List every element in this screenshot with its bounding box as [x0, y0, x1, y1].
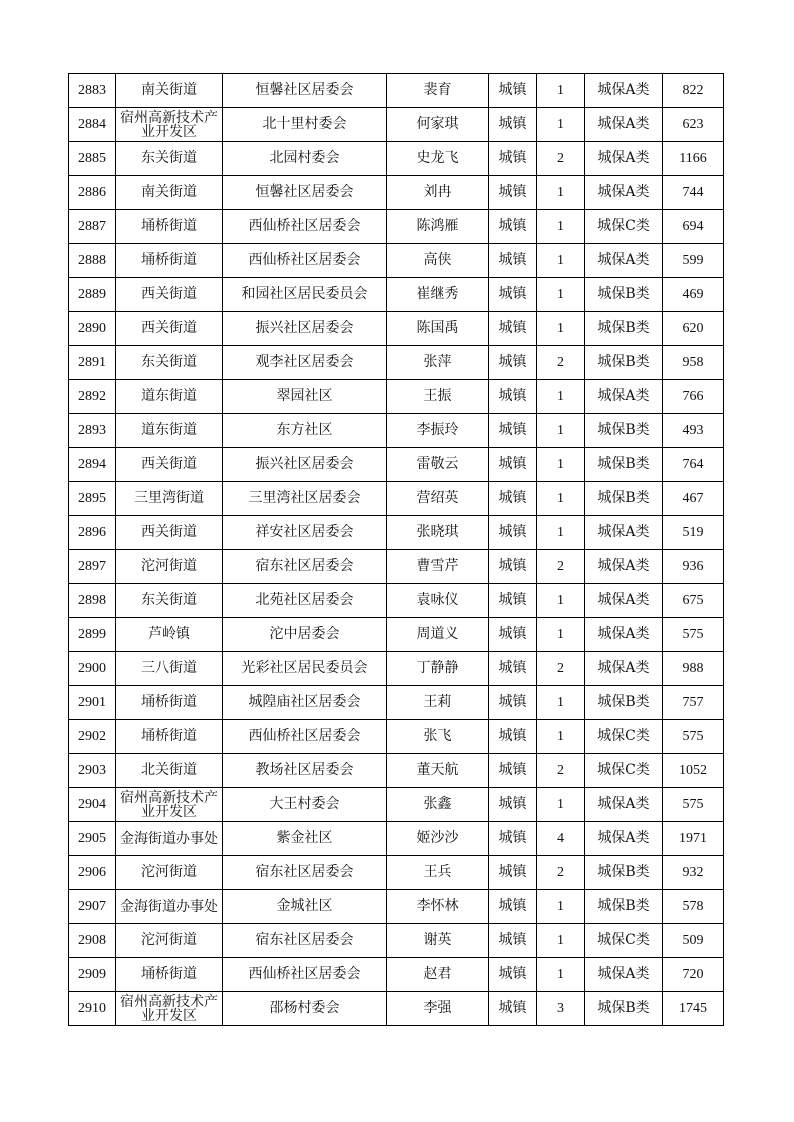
cell-committee: 西仙桥社区居委会: [223, 720, 387, 754]
cell-street: 埇桥街道: [116, 244, 223, 278]
cell-committee: 三里湾社区居委会: [223, 482, 387, 516]
cell-category: 城保A类: [585, 788, 663, 822]
cell-name: 陈鸿雁: [387, 210, 489, 244]
cell-committee: 恒馨社区居委会: [223, 74, 387, 108]
cell-name: 史龙飞: [387, 142, 489, 176]
cell-people: 1: [537, 380, 585, 414]
cell-street: 北关街道: [116, 754, 223, 788]
cell-category: 城保A类: [585, 822, 663, 856]
cell-category: 城保B类: [585, 278, 663, 312]
cell-amount: 988: [663, 652, 724, 686]
cell-category: 城保B类: [585, 482, 663, 516]
cell-street: 东关街道: [116, 346, 223, 380]
cell-amount: 575: [663, 788, 724, 822]
cell-name: 裴育: [387, 74, 489, 108]
cell-category: 城保B类: [585, 312, 663, 346]
cell-people: 1: [537, 244, 585, 278]
cell-area: 城镇: [489, 550, 537, 584]
table-row: [69, 176, 724, 210]
cell-id: 2900: [69, 652, 116, 686]
table-row: [69, 788, 724, 822]
cell-name: 王兵: [387, 856, 489, 890]
cell-id: 2904: [69, 788, 116, 822]
cell-name: 王莉: [387, 686, 489, 720]
cell-committee: 宿东社区居委会: [223, 856, 387, 890]
cell-people: 1: [537, 958, 585, 992]
beneficiary-table: [68, 73, 724, 1026]
cell-id: 2893: [69, 414, 116, 448]
table-row: [69, 312, 724, 346]
cell-area: 城镇: [489, 176, 537, 210]
cell-name: 崔继秀: [387, 278, 489, 312]
table-row: [69, 550, 724, 584]
cell-area: 城镇: [489, 686, 537, 720]
cell-area: 城镇: [489, 244, 537, 278]
cell-name: 刘冉: [387, 176, 489, 210]
cell-street: [116, 108, 223, 142]
cell-street: 东关街道: [116, 142, 223, 176]
cell-area: 城镇: [489, 754, 537, 788]
cell-id: 2890: [69, 312, 116, 346]
table-row: [69, 992, 724, 1026]
cell-id: 2883: [69, 74, 116, 108]
cell-people: 1: [537, 890, 585, 924]
cell-area: 城镇: [489, 788, 537, 822]
cell-area: 城镇: [489, 278, 537, 312]
cell-amount: 720: [663, 958, 724, 992]
cell-people: 1: [537, 584, 585, 618]
table-row: [69, 720, 724, 754]
cell-area: 城镇: [489, 482, 537, 516]
cell-id: 2903: [69, 754, 116, 788]
cell-street: 埇桥街道: [116, 210, 223, 244]
cell-area: 城镇: [489, 890, 537, 924]
cell-street: 埇桥街道: [116, 958, 223, 992]
cell-id: 2897: [69, 550, 116, 584]
cell-committee: 沱中居委会: [223, 618, 387, 652]
cell-street-text: 宿州高新技术产业开发区: [120, 789, 218, 820]
cell-amount: 599: [663, 244, 724, 278]
cell-name: 雷敬云: [387, 448, 489, 482]
cell-street: 沱河街道: [116, 550, 223, 584]
cell-area: 城镇: [489, 516, 537, 550]
cell-committee: 西仙桥社区居委会: [223, 958, 387, 992]
cell-committee: 北十里村委会: [223, 108, 387, 142]
cell-id: 2888: [69, 244, 116, 278]
cell-street: [116, 992, 223, 1026]
cell-area: 城镇: [489, 108, 537, 142]
cell-category: 城保C类: [585, 720, 663, 754]
cell-id: 2885: [69, 142, 116, 176]
cell-name: 周道义: [387, 618, 489, 652]
cell-id: 2895: [69, 482, 116, 516]
cell-committee: 金城社区: [223, 890, 387, 924]
cell-area: 城镇: [489, 924, 537, 958]
cell-amount: 958: [663, 346, 724, 380]
cell-committee: 祥安社区居委会: [223, 516, 387, 550]
cell-committee: 光彩社区居民委员会: [223, 652, 387, 686]
cell-id: 2884: [69, 108, 116, 142]
cell-street: 道东街道: [116, 380, 223, 414]
cell-street: 南关街道: [116, 176, 223, 210]
cell-people: 2: [537, 550, 585, 584]
cell-street: 西关街道: [116, 448, 223, 482]
table-row: [69, 584, 724, 618]
cell-id: 2892: [69, 380, 116, 414]
cell-people: 4: [537, 822, 585, 856]
cell-amount: 744: [663, 176, 724, 210]
cell-id: 2907: [69, 890, 116, 924]
cell-committee: 东方社区: [223, 414, 387, 448]
table-row: [69, 74, 724, 108]
cell-amount: 575: [663, 720, 724, 754]
cell-category: 城保B类: [585, 346, 663, 380]
cell-id: 2894: [69, 448, 116, 482]
cell-people: 1: [537, 278, 585, 312]
cell-area: 城镇: [489, 312, 537, 346]
cell-category: 城保A类: [585, 380, 663, 414]
cell-people: 2: [537, 346, 585, 380]
cell-people: 1: [537, 108, 585, 142]
cell-category: 城保B类: [585, 890, 663, 924]
table-row: [69, 142, 724, 176]
cell-people: 1: [537, 414, 585, 448]
cell-street: 三里湾街道: [116, 482, 223, 516]
cell-committee: 恒馨社区居委会: [223, 176, 387, 210]
cell-people: 2: [537, 652, 585, 686]
cell-amount: 509: [663, 924, 724, 958]
cell-committee: 宿东社区居委会: [223, 550, 387, 584]
cell-amount: 1166: [663, 142, 724, 176]
cell-area: 城镇: [489, 720, 537, 754]
cell-id: 2902: [69, 720, 116, 754]
cell-id: 2908: [69, 924, 116, 958]
table-row: [69, 686, 724, 720]
cell-street: 沱河街道: [116, 924, 223, 958]
table-row: [69, 414, 724, 448]
cell-street: 东关街道: [116, 584, 223, 618]
cell-street: [116, 890, 223, 924]
cell-area: 城镇: [489, 584, 537, 618]
cell-street: 南关街道: [116, 74, 223, 108]
table-row: [69, 618, 724, 652]
table-row: [69, 652, 724, 686]
cell-name: 袁咏仪: [387, 584, 489, 618]
cell-id: 2889: [69, 278, 116, 312]
cell-amount: 694: [663, 210, 724, 244]
cell-id: 2910: [69, 992, 116, 1026]
cell-amount: 1971: [663, 822, 724, 856]
cell-area: 城镇: [489, 652, 537, 686]
cell-area: 城镇: [489, 448, 537, 482]
cell-name: 谢英: [387, 924, 489, 958]
table-row: [69, 210, 724, 244]
cell-name: 高侠: [387, 244, 489, 278]
table-row: [69, 958, 724, 992]
cell-committee: 翠园社区: [223, 380, 387, 414]
cell-name: 陈国禹: [387, 312, 489, 346]
cell-name: 张萍: [387, 346, 489, 380]
cell-amount: 519: [663, 516, 724, 550]
cell-category: 城保A类: [585, 958, 663, 992]
cell-category: 城保B类: [585, 992, 663, 1026]
cell-people: 1: [537, 686, 585, 720]
cell-committee: 教场社区居委会: [223, 754, 387, 788]
cell-id: 2886: [69, 176, 116, 210]
cell-name: 董天航: [387, 754, 489, 788]
cell-category: 城保A类: [585, 74, 663, 108]
table-row: [69, 346, 724, 380]
cell-people: 1: [537, 448, 585, 482]
cell-committee: 振兴社区居委会: [223, 448, 387, 482]
cell-committee: 北园村委会: [223, 142, 387, 176]
cell-people: 1: [537, 210, 585, 244]
cell-name: 姬沙沙: [387, 822, 489, 856]
cell-category: 城保A类: [585, 584, 663, 618]
cell-area: 城镇: [489, 958, 537, 992]
cell-street: 道东街道: [116, 414, 223, 448]
cell-name: 张鑫: [387, 788, 489, 822]
cell-area: 城镇: [489, 618, 537, 652]
cell-street: [116, 788, 223, 822]
cell-people: 1: [537, 720, 585, 754]
cell-id: 2906: [69, 856, 116, 890]
cell-amount: 578: [663, 890, 724, 924]
cell-people: 1: [537, 482, 585, 516]
cell-people: 3: [537, 992, 585, 1026]
cell-people: 1: [537, 312, 585, 346]
cell-committee: 西仙桥社区居委会: [223, 210, 387, 244]
cell-committee: 邵杨村委会: [223, 992, 387, 1026]
cell-category: 城保A类: [585, 652, 663, 686]
table-row: [69, 278, 724, 312]
cell-category: 城保A类: [585, 550, 663, 584]
cell-people: 1: [537, 618, 585, 652]
table-row: [69, 516, 724, 550]
table-row: [69, 482, 724, 516]
cell-people: 1: [537, 924, 585, 958]
cell-amount: 766: [663, 380, 724, 414]
cell-committee: 紫金社区: [223, 822, 387, 856]
cell-name: 李强: [387, 992, 489, 1026]
cell-amount: 936: [663, 550, 724, 584]
cell-category: 城保B类: [585, 414, 663, 448]
cell-area: 城镇: [489, 380, 537, 414]
cell-category: 城保A类: [585, 244, 663, 278]
cell-amount: 623: [663, 108, 724, 142]
cell-amount: 822: [663, 74, 724, 108]
cell-id: 2898: [69, 584, 116, 618]
cell-people: 1: [537, 176, 585, 210]
cell-street: 三八街道: [116, 652, 223, 686]
table-row: [69, 822, 724, 856]
table-row: [69, 856, 724, 890]
cell-id: 2896: [69, 516, 116, 550]
cell-area: 城镇: [489, 74, 537, 108]
cell-committee: 观李社区居委会: [223, 346, 387, 380]
table-row: [69, 754, 724, 788]
cell-area: 城镇: [489, 992, 537, 1026]
cell-amount: 1745: [663, 992, 724, 1026]
cell-category: 城保C类: [585, 754, 663, 788]
cell-committee: 北苑社区居委会: [223, 584, 387, 618]
cell-committee: 城隍庙社区居委会: [223, 686, 387, 720]
cell-id: 2899: [69, 618, 116, 652]
cell-street-text: 金海街道办事处: [120, 898, 218, 915]
table-row: [69, 890, 724, 924]
cell-id: 2905: [69, 822, 116, 856]
cell-committee: 西仙桥社区居委会: [223, 244, 387, 278]
cell-category: 城保B类: [585, 856, 663, 890]
cell-category: 城保A类: [585, 108, 663, 142]
cell-name: 曹雪芹: [387, 550, 489, 584]
cell-people: 2: [537, 754, 585, 788]
cell-category: 城保A类: [585, 618, 663, 652]
cell-category: 城保B类: [585, 686, 663, 720]
cell-street: 埇桥街道: [116, 720, 223, 754]
cell-id: 2891: [69, 346, 116, 380]
cell-street: 芦岭镇: [116, 618, 223, 652]
cell-committee: 宿东社区居委会: [223, 924, 387, 958]
table-body: [69, 74, 724, 1026]
cell-amount: 575: [663, 618, 724, 652]
cell-id: 2909: [69, 958, 116, 992]
cell-area: 城镇: [489, 822, 537, 856]
cell-street: 西关街道: [116, 278, 223, 312]
cell-category: 城保C类: [585, 924, 663, 958]
cell-street-text: 宿州高新技术产业开发区: [120, 109, 218, 140]
cell-area: 城镇: [489, 210, 537, 244]
cell-amount: 493: [663, 414, 724, 448]
cell-id: 2887: [69, 210, 116, 244]
cell-area: 城镇: [489, 142, 537, 176]
cell-amount: 1052: [663, 754, 724, 788]
cell-id: 2901: [69, 686, 116, 720]
cell-committee: 大王村委会: [223, 788, 387, 822]
cell-name: 营绍英: [387, 482, 489, 516]
cell-category: 城保A类: [585, 176, 663, 210]
table-row: [69, 448, 724, 482]
table-row: [69, 108, 724, 142]
cell-people: 2: [537, 856, 585, 890]
cell-street: 埇桥街道: [116, 686, 223, 720]
cell-street: 沱河街道: [116, 856, 223, 890]
cell-committee: 和园社区居民委员会: [223, 278, 387, 312]
cell-area: 城镇: [489, 856, 537, 890]
cell-area: 城镇: [489, 414, 537, 448]
cell-amount: 467: [663, 482, 724, 516]
cell-amount: 620: [663, 312, 724, 346]
cell-name: 丁静静: [387, 652, 489, 686]
cell-amount: 932: [663, 856, 724, 890]
cell-name: 王振: [387, 380, 489, 414]
cell-amount: 757: [663, 686, 724, 720]
cell-category: 城保C类: [585, 210, 663, 244]
cell-name: 李怀林: [387, 890, 489, 924]
cell-people: 1: [537, 788, 585, 822]
table-row: [69, 924, 724, 958]
cell-category: 城保B类: [585, 448, 663, 482]
cell-street: 西关街道: [116, 312, 223, 346]
cell-area: 城镇: [489, 346, 537, 380]
cell-street: [116, 822, 223, 856]
cell-street-text: 宿州高新技术产业开发区: [120, 993, 218, 1024]
cell-name: 赵君: [387, 958, 489, 992]
cell-committee: 振兴社区居委会: [223, 312, 387, 346]
cell-name: 张飞: [387, 720, 489, 754]
cell-people: 1: [537, 516, 585, 550]
table-row: [69, 244, 724, 278]
cell-name: 张晓琪: [387, 516, 489, 550]
cell-amount: 764: [663, 448, 724, 482]
cell-amount: 469: [663, 278, 724, 312]
cell-street-text: 金海街道办事处: [120, 830, 218, 847]
cell-name: 何家琪: [387, 108, 489, 142]
cell-category: 城保A类: [585, 516, 663, 550]
cell-people: 1: [537, 74, 585, 108]
table-row: [69, 380, 724, 414]
cell-amount: 675: [663, 584, 724, 618]
cell-name: 李振玲: [387, 414, 489, 448]
cell-people: 2: [537, 142, 585, 176]
cell-category: 城保A类: [585, 142, 663, 176]
cell-street: 西关街道: [116, 516, 223, 550]
